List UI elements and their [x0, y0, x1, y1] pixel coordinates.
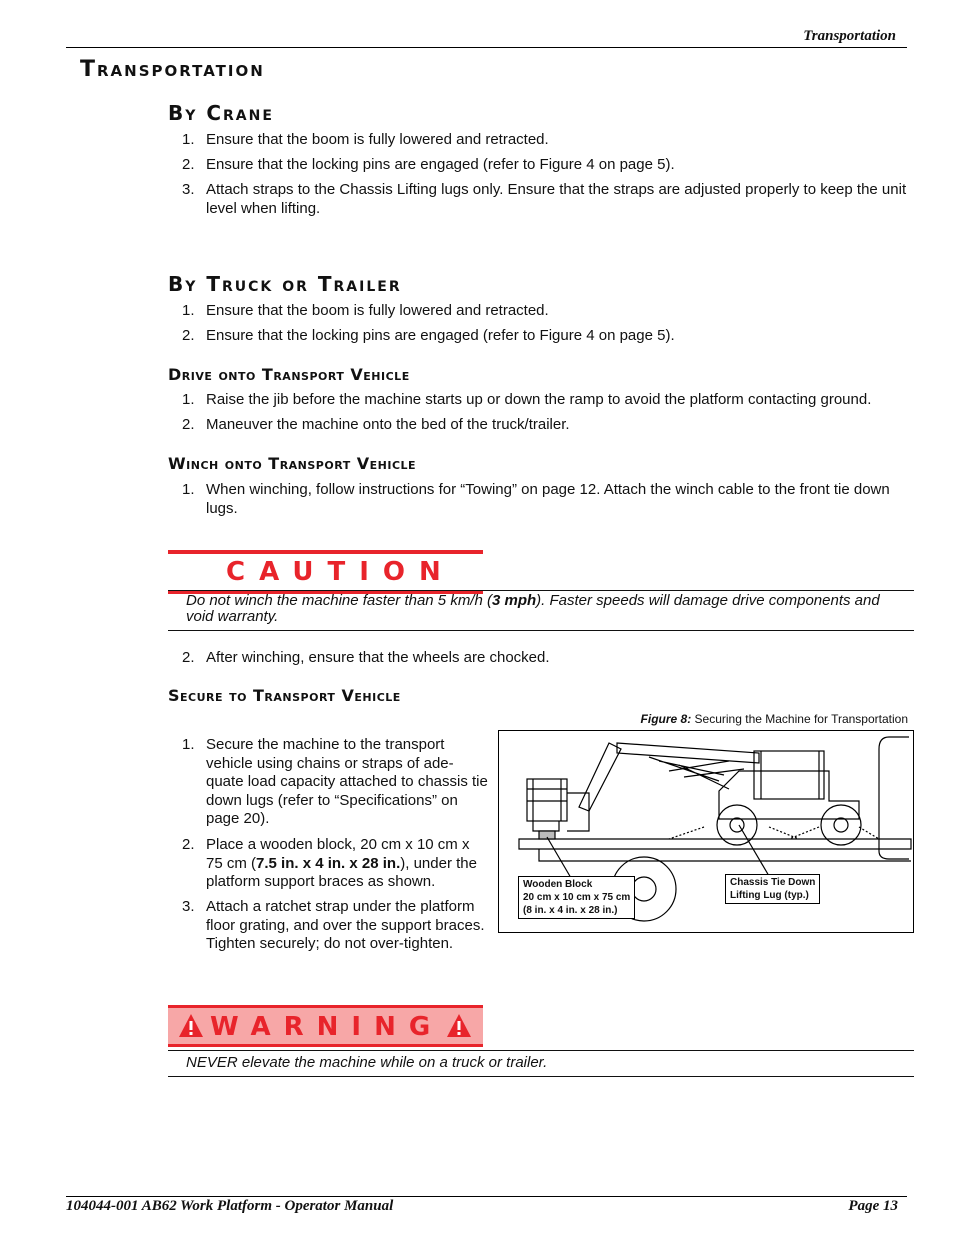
warning-text: NEVER elevate the machine while on a truck or trailer.: [186, 1054, 548, 1071]
list-item: 2. Place a wooden block, 20 cm x 10 cm x 75 cm (7.5 in. x 4 in. x 28 in.), under the platform support braces as shown.: [182, 836, 477, 890]
warning-triangle-icon: [178, 1013, 204, 1039]
warning-triangle-icon: [446, 1013, 472, 1039]
warning-label: WARNING: [210, 1012, 444, 1042]
subsection-heading-drive: Drive onto Transport Vehicle: [168, 365, 410, 384]
caution-label: CAUTION: [226, 557, 455, 587]
footer-doc-title: 104044-001 AB62 Work Platform - Operator Manual: [66, 1198, 394, 1214]
footer-page-number: Page 13: [848, 1198, 898, 1214]
list-item: 3. Attach a ratchet strap under the platform floor grating, and over the support braces. Tighten securely; do not over-tighten.: [182, 898, 485, 952]
subsection-heading-secure: Secure to Transport Vehicle: [168, 686, 401, 705]
warning-rule-top: [168, 1050, 914, 1051]
list-item: 3. Attach straps to the Chassis Lifting lugs only. Ensure that the straps are adjusted properly to keep the unit level when lifting.: [182, 181, 907, 217]
list-item: 1. Ensure that the boom is fully lowered and retracted.: [182, 302, 549, 319]
list-item: 2. Ensure that the locking pins are engaged (refer to Figure 4 on page 5).: [182, 156, 675, 173]
caution-banner: [168, 550, 483, 594]
caution-rule-bottom: [168, 630, 914, 631]
list-item: 2. Maneuver the machine onto the bed of the truck/trailer.: [182, 416, 570, 433]
footer-rule: [66, 1196, 907, 1197]
list-item: 1. Secure the machine to the transport vehicle using chains or straps of ade-quate load capacity attached to chassis tie down lugs (refer to “Specifications” on page 20).: [182, 736, 488, 827]
section-heading-by-crane: By Crane: [168, 101, 274, 125]
list-item: 1. Raise the jib before the machine starts up or down the ramp to avoid the platform contacting ground.: [182, 391, 872, 408]
list-item: 2. Ensure that the locking pins are engaged (refer to Figure 4 on page 5).: [182, 327, 675, 344]
figure-transport-illustration: [498, 730, 914, 933]
callout-wooden-block: Wooden Block 20 cm x 10 cm x 75 cm (8 in. x 4 in. x 28 in.): [518, 876, 635, 919]
warning-rule-bottom: [168, 1076, 914, 1077]
caution-text: Do not winch the machine faster than 5 km/h (3 mph). Faster speeds will damage drive components and void warranty.: [186, 592, 880, 625]
section-heading-by-truck: By Truck or Trailer: [168, 272, 402, 296]
list-item: 1. When winching, follow instructions for “Towing” on page 12. Attach the winch cable to the front tie down lugs.: [182, 481, 890, 517]
header-rule: [66, 47, 907, 48]
running-header: Transportation: [803, 28, 896, 44]
figure-caption: Figure 8: Securing the Machine for Transportation: [640, 712, 908, 726]
list-item: 2. After winching, ensure that the wheels are chocked.: [182, 649, 550, 666]
subsection-heading-winch: Winch onto Transport Vehicle: [168, 454, 417, 473]
warning-banner: [168, 1005, 483, 1047]
caution-rule-top: [168, 590, 914, 591]
page-title: Transportation: [80, 57, 265, 82]
callout-tie-down-lug: Chassis Tie Down Lifting Lug (typ.): [725, 874, 820, 904]
list-item: 1. Ensure that the boom is fully lowered and retracted.: [182, 131, 549, 148]
